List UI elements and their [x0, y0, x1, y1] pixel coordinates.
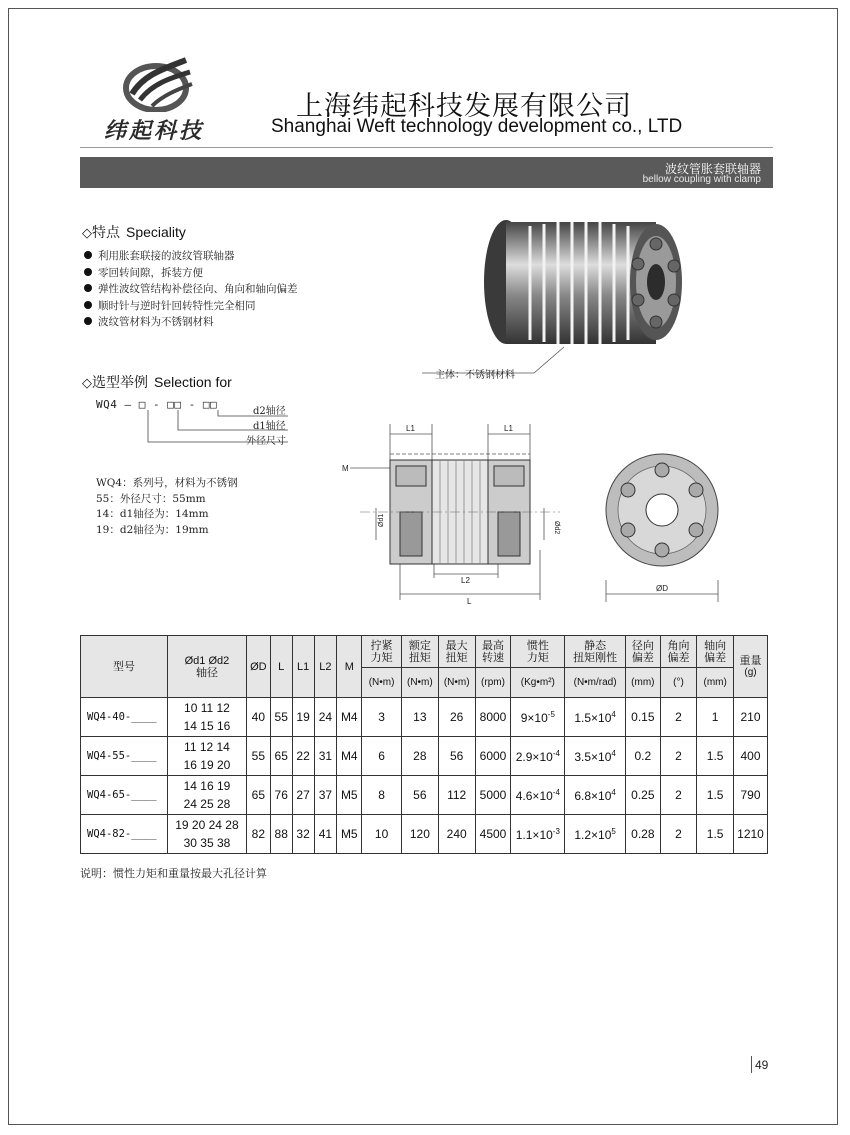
banner-title-cn: 波纹管胀套联轴器	[664, 162, 761, 176]
cell-axial: 1.5	[697, 776, 734, 815]
bullet-icon	[84, 284, 92, 292]
label-d2: d2轴径	[253, 406, 286, 417]
selection-example	[96, 476, 238, 538]
unit-axial: (mm)	[697, 668, 734, 698]
cell-axial: 1	[697, 698, 734, 737]
cell-rated: 120	[401, 815, 438, 854]
table-row	[81, 776, 768, 815]
selection-title-cn: 选型举例	[92, 375, 148, 391]
cell-speed: 4500	[475, 815, 511, 854]
cell-bores: 14 16 19 24 25 28	[167, 776, 246, 815]
cell-m: M4	[337, 698, 362, 737]
unit-speed: (rpm)	[475, 668, 511, 698]
cell-speed: 5000	[475, 776, 511, 815]
cell-max: 240	[438, 815, 475, 854]
unit-rated: (N•m)	[401, 668, 438, 698]
col-header-max: 最大 扭矩	[438, 636, 475, 668]
example-line: 14：d1轴径为：14mm	[96, 508, 209, 520]
dim-l1-right: L1	[504, 424, 513, 433]
table-row	[81, 698, 768, 737]
table-row	[81, 737, 768, 776]
col-header-l2: L2	[314, 636, 337, 698]
cell-rated: 56	[401, 776, 438, 815]
speciality-title-cn: 特点	[92, 225, 120, 241]
cell-bores: 10 11 12 14 15 16	[167, 698, 246, 737]
cell-stiffness: $1.5\times 10^4$	[565, 698, 626, 737]
col-header-m: M	[337, 636, 362, 698]
header-rule	[80, 147, 773, 148]
cell-weight: 400	[734, 737, 768, 776]
col-header-speed: 最高 转速	[475, 636, 511, 668]
cell-l1: 22	[292, 737, 314, 776]
banner-title-en: bellow coupling with clamp	[642, 174, 761, 185]
diamond-icon: ◇	[82, 226, 92, 241]
table-row	[81, 815, 768, 854]
col-header-model: 型号	[81, 636, 168, 698]
speciality-title-en: Speciality	[126, 224, 186, 240]
photo-caption: 主体：不锈钢材料	[435, 370, 515, 381]
cell-tighten: 6	[362, 737, 402, 776]
cell-m: M5	[337, 815, 362, 854]
unit-stiffness: (N•m/rad)	[565, 668, 626, 698]
cell-l1: 19	[292, 698, 314, 737]
list-item: 弹性波纹管结构补偿径向、角向和轴向偏差	[84, 281, 298, 298]
dim-l2: L2	[461, 576, 470, 585]
logo-text: 纬起科技	[104, 118, 205, 144]
dim-m: M	[342, 464, 349, 473]
cell-od: 82	[246, 815, 270, 854]
cell-stiffness: $6.8\times 10^4$	[565, 776, 626, 815]
list-item: 顺时针与逆时针回转特性完全相同	[84, 298, 298, 315]
cell-od: 40	[246, 698, 270, 737]
cell-speed: 8000	[475, 698, 511, 737]
cell-l: 65	[270, 737, 292, 776]
example-line: 19：d2轴径为：19mm	[96, 523, 209, 536]
end-view-drawing	[600, 430, 735, 605]
section-drawing	[340, 420, 570, 610]
bullet-icon	[84, 301, 92, 309]
col-header-weight: 重量 (g)	[734, 636, 768, 698]
dim-d2: Ød2	[553, 521, 560, 535]
unit-radial: (mm)	[625, 668, 660, 698]
col-header-axial: 轴向 偏差	[697, 636, 734, 668]
cell-inertia: $1.1\times 10^{-3}$	[511, 815, 565, 854]
cell-axial: 1.5	[697, 737, 734, 776]
cell-od: 55	[246, 737, 270, 776]
company-name-cn: 上海纬起科技发展有限公司	[296, 91, 632, 122]
cell-l2: 24	[314, 698, 337, 737]
speciality-heading	[82, 222, 186, 242]
cell-l2: 37	[314, 776, 337, 815]
cell-model: WQ4-65-____	[81, 776, 168, 815]
speciality-list	[84, 248, 298, 331]
diamond-icon: ◇	[82, 376, 92, 391]
table-note: 说明：惯性力矩和重量按最大孔径计算	[80, 867, 267, 880]
cell-inertia: $9\times 10^{-5}$	[511, 698, 565, 737]
cell-angular: 2	[660, 737, 697, 776]
list-item: 利用胀套联接的波纹管联轴器	[84, 248, 298, 265]
col-header-tighten: 拧紧 力矩	[362, 636, 402, 668]
label-od: 外径尺寸	[246, 436, 286, 447]
cell-od: 65	[246, 776, 270, 815]
cell-tighten: 10	[362, 815, 402, 854]
dim-d1: Ød1	[378, 513, 385, 527]
cell-angular: 2	[660, 776, 697, 815]
company-name-en: Shanghai Weft technology development co., LTD	[271, 116, 683, 137]
col-header-radial: 径向 偏差	[625, 636, 660, 668]
cell-speed: 6000	[475, 737, 511, 776]
company-logo	[122, 54, 194, 112]
product-banner	[80, 157, 773, 188]
cell-rated: 13	[401, 698, 438, 737]
cell-model: WQ4-55-____	[81, 737, 168, 776]
model-code-template: WQ4 — □ - □□ - □□	[96, 398, 218, 411]
cell-stiffness: $3.5\times 10^4$	[565, 737, 626, 776]
selection-title-en: Selection for	[154, 374, 232, 390]
col-header-bore: Ød1 Ød2 轴径	[167, 636, 246, 698]
cell-bores: 19 20 24 28 30 35 38	[167, 815, 246, 854]
unit-tighten: (N•m)	[362, 668, 402, 698]
cell-l: 76	[270, 776, 292, 815]
bullet-icon	[84, 317, 92, 325]
label-d1: d1轴径	[253, 421, 286, 432]
col-header-inertia: 惯性 力矩	[511, 636, 565, 668]
cell-weight: 790	[734, 776, 768, 815]
cell-angular: 2	[660, 815, 697, 854]
dim-od: ØD	[656, 584, 668, 593]
cell-radial: 0.25	[625, 776, 660, 815]
col-header-angular: 角向 偏差	[660, 636, 697, 668]
cell-m: M5	[337, 776, 362, 815]
cell-l2: 31	[314, 737, 337, 776]
cell-radial: 0.15	[625, 698, 660, 737]
cell-inertia: $4.6\times 10^{-4}$	[511, 776, 565, 815]
col-header-od: ØD	[246, 636, 270, 698]
list-item: 零回转间隙，拆装方便	[84, 265, 298, 282]
cell-tighten: 8	[362, 776, 402, 815]
cell-tighten: 3	[362, 698, 402, 737]
cell-model: WQ4-82-____	[81, 815, 168, 854]
page-number-divider	[751, 1056, 752, 1073]
cell-model: WQ4-40-____	[81, 698, 168, 737]
cell-l: 55	[270, 698, 292, 737]
dim-l: L	[467, 597, 472, 606]
cell-radial: 0.28	[625, 815, 660, 854]
unit-angular: (°)	[660, 668, 697, 698]
cell-m: M4	[337, 737, 362, 776]
cell-axial: 1.5	[697, 815, 734, 854]
list-item: 波纹管材料为不锈钢材料	[84, 314, 298, 331]
cell-l2: 41	[314, 815, 337, 854]
cell-l1: 27	[292, 776, 314, 815]
example-line: WQ4：系列号，材料为不锈钢	[96, 477, 238, 489]
cell-inertia: $2.9\times 10^{-4}$	[511, 737, 565, 776]
col-header-stiffness: 静态 扭矩刚性	[565, 636, 626, 668]
unit-max: (N•m)	[438, 668, 475, 698]
cell-weight: 1210	[734, 815, 768, 854]
cell-radial: 0.2	[625, 737, 660, 776]
cell-angular: 2	[660, 698, 697, 737]
bullet-icon	[84, 268, 92, 276]
col-header-l: L	[270, 636, 292, 698]
cell-l1: 32	[292, 815, 314, 854]
cell-max: 26	[438, 698, 475, 737]
cell-max: 112	[438, 776, 475, 815]
cell-rated: 28	[401, 737, 438, 776]
example-line: 55：外径尺寸：55mm	[96, 492, 206, 505]
spec-table	[80, 635, 768, 854]
col-header-l1: L1	[292, 636, 314, 698]
cell-max: 56	[438, 737, 475, 776]
cell-stiffness: $1.2\times 10^5$	[565, 815, 626, 854]
dim-l1-left: L1	[406, 424, 415, 433]
col-header-rated: 额定 扭矩	[401, 636, 438, 668]
cell-weight: 210	[734, 698, 768, 737]
selection-heading	[82, 372, 232, 392]
cell-bores: 11 12 14 16 19 20	[167, 737, 246, 776]
unit-inertia: (Kg•m²)	[511, 668, 565, 698]
bullet-icon	[84, 251, 92, 259]
page-number: 49	[755, 1058, 769, 1072]
cell-l: 88	[270, 815, 292, 854]
